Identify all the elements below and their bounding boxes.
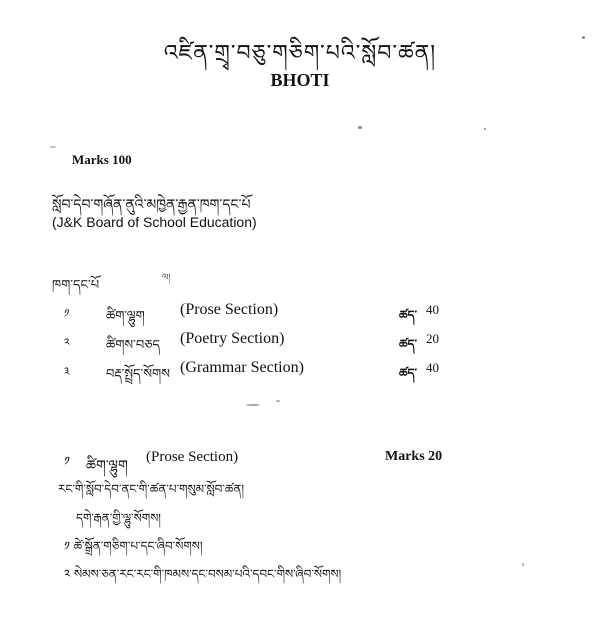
scan-speck <box>522 563 524 566</box>
section-tibetan: ཚིག་ལྷུག <box>106 309 145 324</box>
scan-speck <box>484 128 486 130</box>
section-tibetan: བརྡ་སྤྲོད་སོགས <box>106 367 170 382</box>
scan-speck <box>582 36 585 39</box>
part-heading-tibetan: ཁག་དང་པོ <box>52 278 100 293</box>
section-mark-label: ཚད་ <box>399 366 418 380</box>
prose-line: ༡ ཚེ་སྒྲོན་གཅིག་པ་དང་ཞིབ་སོགས། <box>64 539 203 553</box>
section-tibetan: ཚིགས་བཅད <box>106 338 161 353</box>
part-note: ལ། <box>162 273 171 283</box>
section-english: (Poetry Section) <box>180 330 285 347</box>
section-marks-value: 40 <box>426 302 439 317</box>
section-english: (Grammar Section) <box>180 359 304 376</box>
prose-section-english: (Prose Section) <box>146 449 239 465</box>
board-tibetan: སློབ་དེབ་གཞོན་ནུའི་མཁྱེན་རྒྱན་ཁག་དང་པོ <box>52 197 251 213</box>
prose-line: རང་གི་སློབ་དེབ་ནང་གི་ཚན་པ་གསུམ་སློབ་ཚན། <box>58 482 245 496</box>
scan-speck <box>50 146 56 148</box>
section-mark-label: ཚད་ <box>399 337 418 351</box>
title-tibetan: འཛིན་གྲྭ་བཅུ་གཅིག་པའི་སློབ་ཚན། <box>163 41 437 66</box>
section-number: ༡ <box>64 307 70 320</box>
section-english: (Prose Section) <box>180 301 279 318</box>
prose-line: དགེ་རྒན་གྱི་ལྷུ་སོགས། <box>76 511 161 525</box>
scan-speck <box>246 404 260 406</box>
board-english: (J&K Board of School Education) <box>52 214 257 230</box>
section-mark-label: ཚད་ <box>399 308 418 322</box>
section-number: ༢ <box>64 336 70 349</box>
prose-section-marks: Marks 20 <box>385 449 443 464</box>
section-marks-value: 20 <box>426 331 439 346</box>
prose-section-number: ༡ <box>64 454 70 468</box>
total-marks: Marks 100 <box>72 152 132 167</box>
prose-line: ༢ སེམས་ཅན་རང་རང་གི་ཁམས་དང་བསམ་པའི་དབང་གིས་ཞིབ་སོགས། <box>64 567 342 581</box>
section-marks-value: 40 <box>426 360 439 375</box>
scan-speck <box>358 126 362 129</box>
prose-section-tibetan: ཚིག་ལྷུག <box>86 458 128 474</box>
section-number: ༣ <box>64 365 70 378</box>
title-english: BHOTI <box>270 70 330 90</box>
scan-speck <box>276 400 280 402</box>
